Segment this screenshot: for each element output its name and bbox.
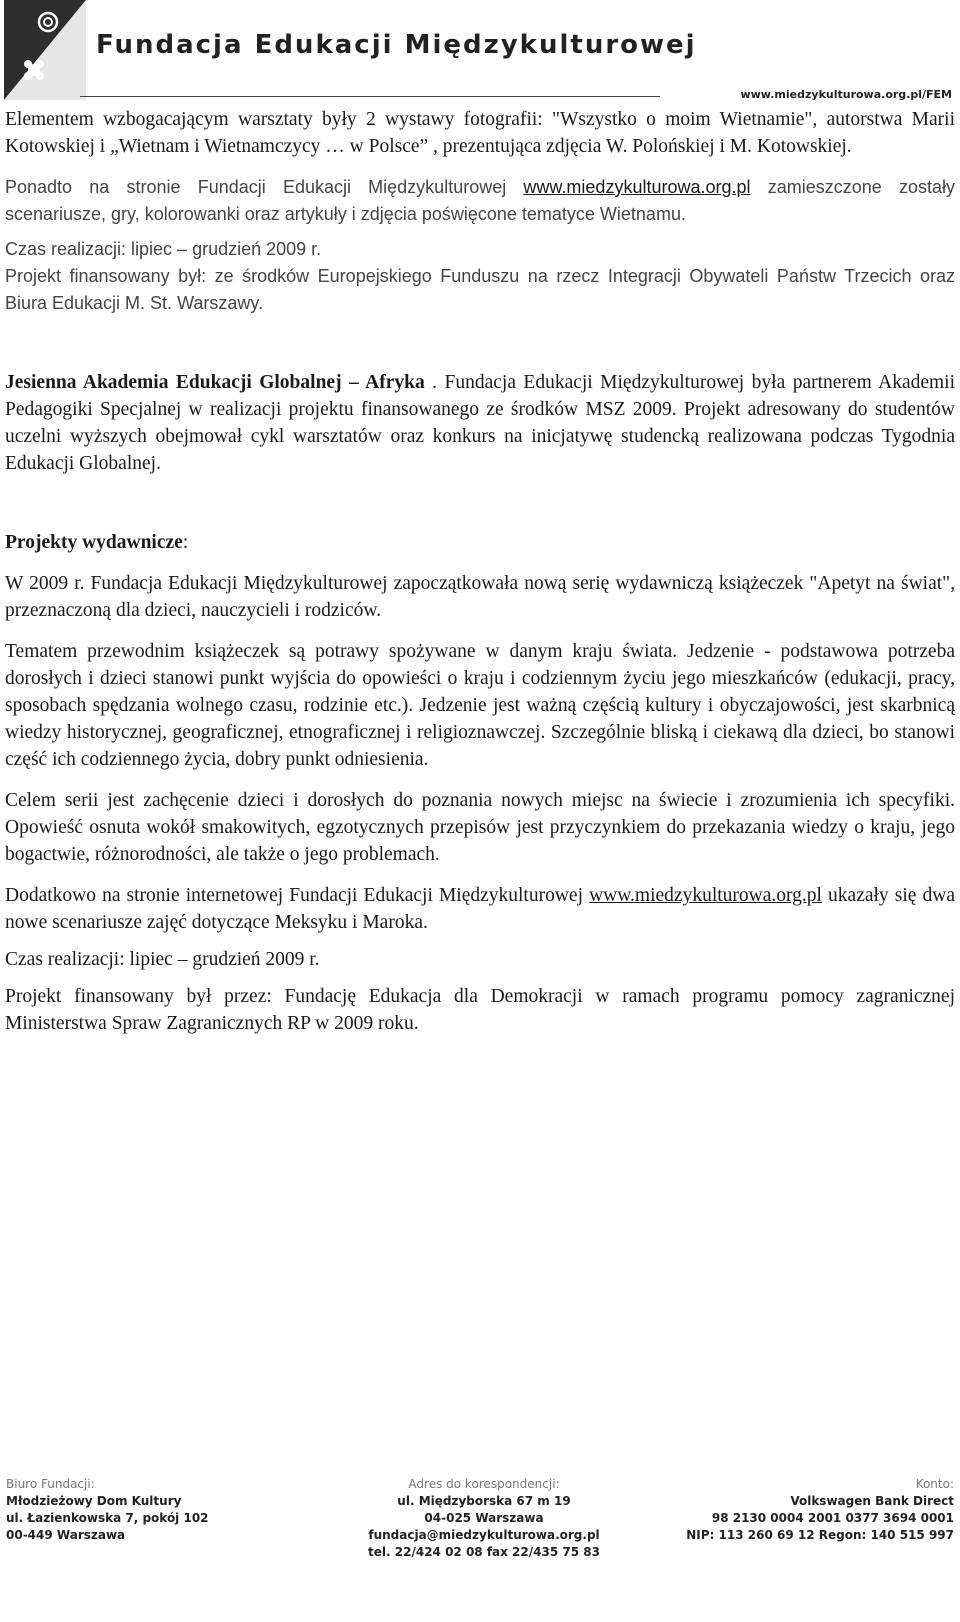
footer-line: NIP: 113 260 69 12 Regon: 140 515 997 <box>686 1528 954 1542</box>
foundation-logo-icon <box>4 0 86 100</box>
paragraph-text: zamieszczone zostały scenariusze, gry, kolorowanki oraz artykuły i zdjęcia poświęcone tematyce Wietnamu. <box>5 177 955 224</box>
paragraph-text: ukazały się dwa nowe scenariusze zajęć dotyczące Meksyku i Maroka. <box>5 885 955 933</box>
paragraph-realization-time-2: Czas realizacji: lipiec – grudzień 2009 r. <box>5 949 320 970</box>
footer-correspondence <box>324 1476 644 1561</box>
paragraph-series-goal: Celem serii jest zachęcenie dzieci i dorosłych do poznania nowych miejsc na świecie i zrozumienia ich specyfiki. Opowieść osnuta wokół smakowitych, egzotycznych przepisów jest przyczynkiem do przekazania wiedzy o kraju, jego bogactwie, różnorodności, ale także o jego problemach. <box>5 790 955 865</box>
footer-label: Adres do korespondencji: <box>408 1477 560 1491</box>
document-body <box>5 106 955 1037</box>
footer-email: fundacja@miedzykulturowa.org.pl <box>368 1528 600 1542</box>
paragraph-funding-2: Projekt finansowany był przez: Fundację Edukacja dla Demokracji w ramach programu pomocy zagranicznej Ministerstwa Spraw Zagranicznych RP w 2009 roku. <box>5 986 955 1034</box>
header-divider <box>80 96 660 97</box>
footer-line: Volkswagen Bank Direct <box>790 1494 954 1508</box>
paragraph-food-theme: Tematem przewodnim książeczek są potrawy spożywane w danym kraju świata. Jedzenie - podstawowa potrzeba dorosłych i dzieci stanowi punkt wyjścia do opowieści o kraju i codziennym życiu jego mieszkańców (edukacji, pracy, sposobach spędzania wolnego czasu, rodzinie etc.). Jedzenie jest ważną częścią kultury i obyczajowości, jest skarbnicą wiedzy historycznej, geograficznej, etnograficznej i religioznawczej. Szczególnie bliską i ciekawą dla dzieci, bo stanowi część ich codziennego życia, dobry punkt odniesienia. <box>5 641 955 770</box>
section-heading-academy: Jesienna Akademia Edukacji Globalnej – Afryka <box>5 372 425 393</box>
footer-office <box>6 1476 209 1544</box>
paragraph-funding: Projekt finansowany był: ze środków Europejskiego Funduszu na rzecz Integracji Obywateli Państw Trzecich oraz Biura Edukacji M. St. Warszawy. <box>5 266 955 313</box>
heading-colon: : <box>182 532 189 553</box>
section-heading-publishing <box>5 529 955 556</box>
paragraph-realization-time: Czas realizacji: lipiec – grudzień 2009 r. <box>5 239 322 259</box>
footer-line: 04-025 Warszawa <box>424 1511 544 1525</box>
footer-phone: tel. 22/424 02 08 fax 22/435 75 83 <box>368 1545 600 1559</box>
letterhead <box>0 0 960 104</box>
footer-account <box>686 1476 954 1544</box>
organization-name: Fundacja Edukacji Międzykulturowej <box>96 30 697 60</box>
paragraph-text: Dodatkowo na stronie internetowej Fundacji Edukacji Międzykulturowej <box>5 885 590 906</box>
footer-line: Młodzieżowy Dom Kultury <box>6 1494 182 1508</box>
paragraph-autumn-academy <box>5 369 955 477</box>
heading-text: Projekty wydawnicze <box>5 532 183 553</box>
paragraph-book-series: W 2009 r. Fundacja Edukacji Międzykulturowej zapoczątkowała nową serię wydawniczą książeczek "Apetyt na świat", przeznaczoną dla dzieci, nauczycieli i rodziców. <box>5 573 955 621</box>
website-link[interactable]: www.miedzykulturowa.org.pl <box>589 885 822 906</box>
footer-line: 00-449 Warszawa <box>6 1528 126 1542</box>
website-link[interactable]: www.miedzykulturowa.org.pl <box>523 177 751 197</box>
paragraph-exhibitions: Elementem wzbogacającym warsztaty były 2 wystawy fotografii: "Wszystko o moim Wietnamie", autorstwa Marii Kotowskiej i „Wietnam i Wietnamczycy … w Polsce” , prezentująca zdjęcia W. Polońskiej i M. Kotowskiej. <box>5 109 955 157</box>
footer-line: ul. Łazienkowska 7, pokój 102 <box>6 1511 209 1525</box>
header-website: www.miedzykulturowa.org.pl/FEM <box>740 88 952 101</box>
footer-line: ul. Międzyborska 67 m 19 <box>397 1494 571 1508</box>
paragraph-text: . Fundacja Edukacji Międzykulturowej była partnerem Akademii Pedagogiki Specjalnej w realizacji projektu finansowanego ze środków MSZ 2009. Projekt adresowany do studentów uczelni wyższych obejmował cykl warsztatów oraz konkurs na inicjatywę studencką realizowana podczas Tygodnia Edukacji Globalnej. <box>5 372 956 474</box>
paragraph-website-materials <box>5 174 955 228</box>
paragraph-text: Ponadto na stronie Fundacji Edukacji Międzykulturowej <box>5 177 524 197</box>
footer-label: Konto: <box>915 1477 954 1491</box>
footer-line: 98 2130 0004 2001 0377 3694 0001 <box>711 1511 954 1525</box>
paragraph-new-scenarios <box>5 882 955 936</box>
footer-label: Biuro Fundacji: <box>6 1477 95 1491</box>
letterhead-footer <box>0 1476 960 1622</box>
